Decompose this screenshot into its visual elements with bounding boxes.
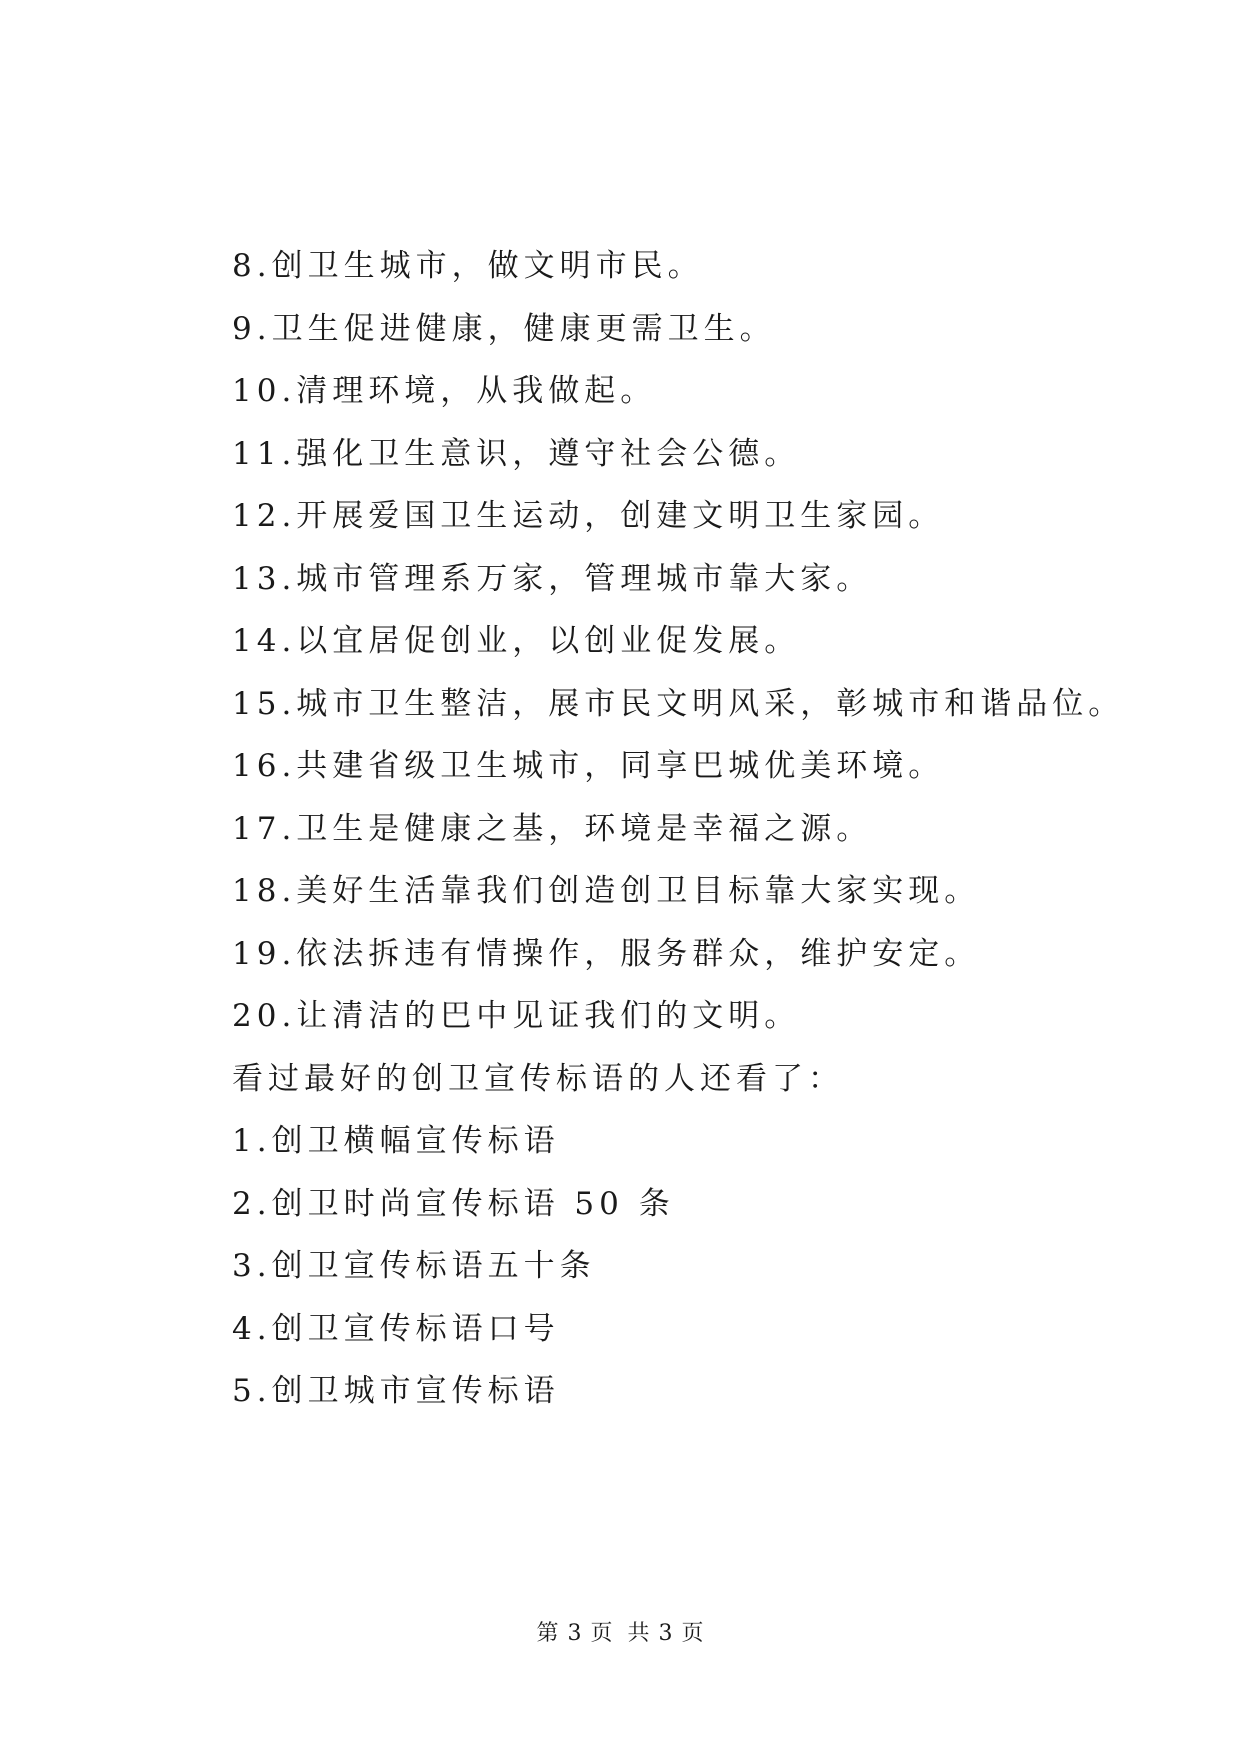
text-line: 18.美好生活靠我们创造创卫目标靠大家实现。: [232, 873, 981, 909]
text-line: 13.城市管理系万家，管理城市靠大家。: [232, 560, 873, 597]
text-line: 16.共建省级卫生城市，同享巴城优美环境。: [232, 748, 945, 784]
text-line: 19.依法拆违有情操作，服务群众，维护安定。: [232, 935, 981, 972]
text-line: 8.创卫生城市，做文明市民。: [232, 248, 704, 284]
page-footer: [0, 1618, 1241, 1650]
text-line: 12.开展爱国卫生运动，创建文明卫生家园。: [232, 498, 945, 534]
related-item: 1.创卫横幅宣传标语: [232, 1123, 560, 1159]
related-item: 3.创卫宣传标语五十条: [232, 1248, 596, 1284]
text-line: 10.清理环境，从我做起。: [232, 373, 657, 409]
text-line: 9.卫生促进健康，健康更需卫生。: [232, 310, 776, 347]
page-number: 第 3 页: [536, 1621, 614, 1646]
document-body: [232, 235, 1132, 1423]
text-line: 11.强化卫生意识，遵守社会公德。: [232, 435, 801, 472]
related-item: 2.创卫时尚宣传标语 50 条: [232, 1185, 675, 1222]
text-line: 17.卫生是健康之基，环境是幸福之源。: [232, 810, 873, 847]
text-line: 20.让清洁的巴中见证我们的文明。: [232, 998, 801, 1034]
related-item: 5.创卫城市宣传标语: [232, 1373, 560, 1409]
text-line: 15.城市卫生整洁，展市民文明风采，彰城市和谐品位。: [232, 685, 1125, 722]
related-heading: 看过最好的创卫宣传标语的人还看了：: [232, 1060, 844, 1097]
text-line: 14.以宜居促创业，以创业促发展。: [232, 623, 801, 659]
page-total: 共 3 页: [627, 1621, 705, 1646]
related-item: 4.创卫宣传标语口号: [232, 1310, 560, 1347]
